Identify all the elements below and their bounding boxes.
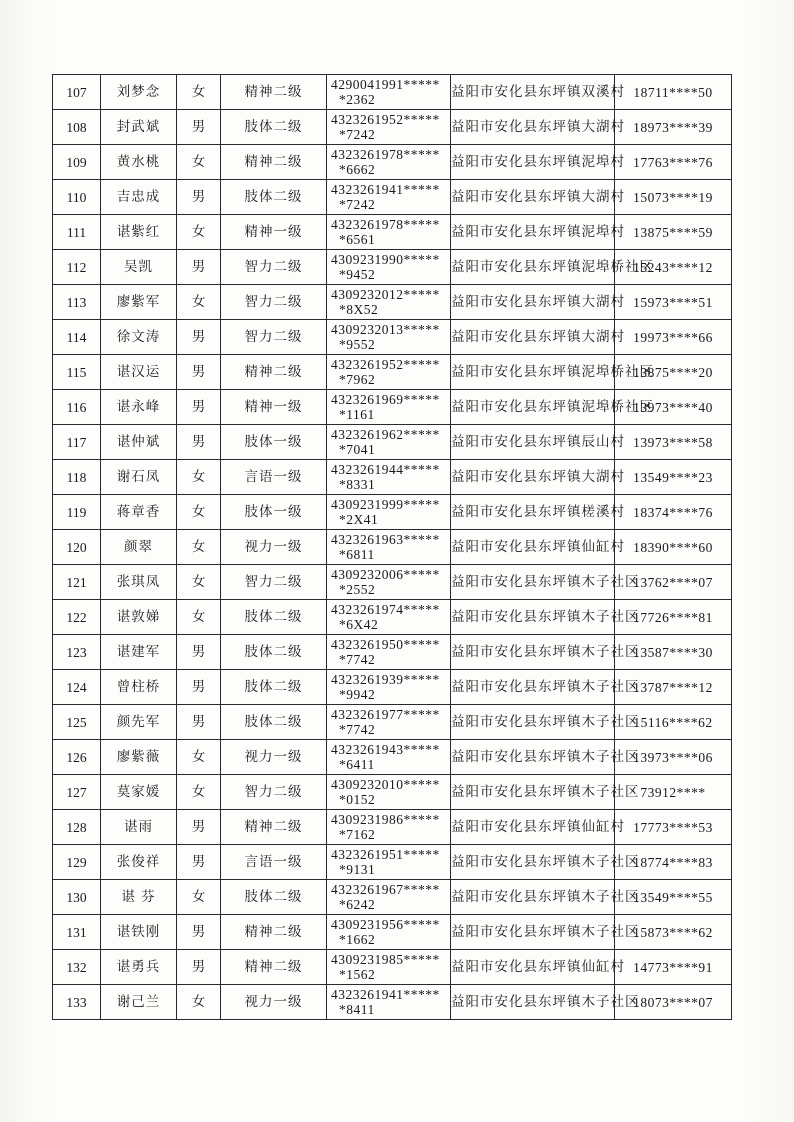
person-sex: 男 [177, 915, 221, 950]
id-number-line1: 4323261963***** [331, 532, 440, 547]
id-number-line1: 4323261978***** [331, 217, 440, 232]
id-number-line2: *2X41 [339, 512, 379, 527]
phone-number: 13875****20 [615, 355, 732, 390]
table-row [53, 810, 732, 845]
id-number-line2: *6811 [339, 547, 375, 562]
id-number-line2: *9131 [339, 862, 376, 877]
id-number-line1: 4323261952***** [331, 112, 440, 127]
address: 益阳市安化县东坪镇木子社区 [451, 705, 615, 740]
table-row [53, 530, 732, 565]
table-row [53, 775, 732, 810]
address: 益阳市安化县东坪镇泥埠桥社区 [451, 250, 615, 285]
id-number-line2: *9452 [339, 267, 376, 282]
id-number [327, 705, 451, 740]
disability-grade: 肢体一级 [221, 495, 327, 530]
person-sex: 男 [177, 670, 221, 705]
phone-number: 13973****40 [615, 390, 732, 425]
person-sex: 男 [177, 425, 221, 460]
id-number [327, 110, 451, 145]
id-number [327, 460, 451, 495]
table-row [53, 460, 732, 495]
phone-number: 14773****91 [615, 950, 732, 985]
disability-grade: 精神二级 [221, 355, 327, 390]
id-number-line2: *2362 [339, 92, 376, 107]
id-number [327, 915, 451, 950]
id-number-line1: 4323261951***** [331, 847, 440, 862]
person-sex: 女 [177, 145, 221, 180]
id-number-line2: *7041 [339, 442, 376, 457]
person-name: 蒋章香 [101, 495, 177, 530]
id-number-line1: 4309231999***** [331, 497, 440, 512]
person-name: 徐文涛 [101, 320, 177, 355]
id-number [327, 250, 451, 285]
table-row [53, 635, 732, 670]
disability-grade: 肢体二级 [221, 600, 327, 635]
id-number-line2: *1662 [339, 932, 376, 947]
disability-grade: 精神二级 [221, 75, 327, 110]
person-sex: 女 [177, 460, 221, 495]
id-number-line2: *7742 [339, 722, 376, 737]
id-number [327, 355, 451, 390]
person-sex: 男 [177, 250, 221, 285]
person-sex: 女 [177, 495, 221, 530]
person-sex: 女 [177, 775, 221, 810]
row-number: 128 [53, 810, 101, 845]
id-number [327, 635, 451, 670]
id-number-line1: 4323261943***** [331, 742, 440, 757]
id-number-line1: 4309231956***** [331, 917, 440, 932]
row-number: 125 [53, 705, 101, 740]
person-name: 谢石凤 [101, 460, 177, 495]
id-number-line2: *7162 [339, 827, 376, 842]
disability-grade: 精神二级 [221, 950, 327, 985]
table-row [53, 425, 732, 460]
person-name: 吉忠成 [101, 180, 177, 215]
phone-number: 17763****76 [615, 145, 732, 180]
id-number-line2: *7242 [339, 197, 376, 212]
id-number-line2: *6662 [339, 162, 376, 177]
address: 益阳市安化县东坪镇仙缸村 [451, 810, 615, 845]
disability-grade: 肢体二级 [221, 670, 327, 705]
address: 益阳市安化县东坪镇大湖村 [451, 285, 615, 320]
person-sex: 女 [177, 530, 221, 565]
row-number: 119 [53, 495, 101, 530]
disability-grade: 智力二级 [221, 320, 327, 355]
person-name: 谌仲斌 [101, 425, 177, 460]
phone-number: 18073****07 [615, 985, 732, 1020]
person-name: 谌雨 [101, 810, 177, 845]
phone-number: 15243****12 [615, 250, 732, 285]
table-row [53, 180, 732, 215]
id-number-line2: *7962 [339, 372, 376, 387]
id-number-line1: 4323261967***** [331, 882, 440, 897]
table-row [53, 705, 732, 740]
id-number [327, 950, 451, 985]
id-number [327, 285, 451, 320]
id-number [327, 215, 451, 250]
phone-number: 17726****81 [615, 600, 732, 635]
address: 益阳市安化县东坪镇泥埠村 [451, 145, 615, 180]
person-sex: 女 [177, 285, 221, 320]
person-name: 刘梦念 [101, 75, 177, 110]
id-number-line1: 4309231990***** [331, 252, 440, 267]
person-name: 谌勇兵 [101, 950, 177, 985]
row-number: 114 [53, 320, 101, 355]
id-number-line1: 4323261939***** [331, 672, 440, 687]
id-number-line1: 4309231986***** [331, 812, 440, 827]
id-number [327, 530, 451, 565]
person-sex: 男 [177, 810, 221, 845]
row-number: 109 [53, 145, 101, 180]
person-name: 莫家媛 [101, 775, 177, 810]
person-name: 谢己兰 [101, 985, 177, 1020]
row-number: 129 [53, 845, 101, 880]
disability-grade: 肢体二级 [221, 635, 327, 670]
person-name: 谌敦娣 [101, 600, 177, 635]
id-number-line1: 4323261977***** [331, 707, 440, 722]
phone-number: 13549****55 [615, 880, 732, 915]
disability-grade: 智力二级 [221, 250, 327, 285]
disability-grade: 肢体一级 [221, 425, 327, 460]
row-number: 113 [53, 285, 101, 320]
phone-number: 73912**** [615, 775, 732, 810]
row-number: 118 [53, 460, 101, 495]
id-number-line1: 4323261941***** [331, 987, 440, 1002]
id-number-line1: 4309232013***** [331, 322, 440, 337]
person-name: 曾柱桥 [101, 670, 177, 705]
id-number [327, 880, 451, 915]
disability-grade: 肢体二级 [221, 180, 327, 215]
phone-number: 15873****62 [615, 915, 732, 950]
phone-number: 18390****60 [615, 530, 732, 565]
table-row [53, 670, 732, 705]
disability-grade: 智力二级 [221, 285, 327, 320]
address: 益阳市安化县东坪镇辰山村 [451, 425, 615, 460]
person-sex: 男 [177, 110, 221, 145]
person-name: 吴凯 [101, 250, 177, 285]
row-number: 126 [53, 740, 101, 775]
disability-grade: 视力一级 [221, 740, 327, 775]
disability-grade: 智力二级 [221, 565, 327, 600]
table-row [53, 320, 732, 355]
address: 益阳市安化县东坪镇木子社区 [451, 845, 615, 880]
table-row [53, 215, 732, 250]
row-number: 111 [53, 215, 101, 250]
table-row [53, 495, 732, 530]
id-number-line1: 4323261944***** [331, 462, 440, 477]
id-number-line2: *7742 [339, 652, 376, 667]
id-number-line1: 4323261962***** [331, 427, 440, 442]
address: 益阳市安化县东坪镇仙缸村 [451, 950, 615, 985]
id-number [327, 320, 451, 355]
phone-number: 15973****51 [615, 285, 732, 320]
id-number-line1: 4309232012***** [331, 287, 440, 302]
phone-number: 15073****19 [615, 180, 732, 215]
disability-grade: 肢体二级 [221, 110, 327, 145]
row-number: 127 [53, 775, 101, 810]
row-number: 132 [53, 950, 101, 985]
disability-grade: 言语一级 [221, 845, 327, 880]
address: 益阳市安化县东坪镇泥埠村 [451, 215, 615, 250]
id-number [327, 145, 451, 180]
row-number: 122 [53, 600, 101, 635]
person-sex: 男 [177, 355, 221, 390]
table-row [53, 250, 732, 285]
phone-number: 18973****39 [615, 110, 732, 145]
id-number-line2: *0152 [339, 792, 376, 807]
disability-grade: 智力二级 [221, 775, 327, 810]
person-sex: 男 [177, 845, 221, 880]
row-number: 108 [53, 110, 101, 145]
table-row [53, 145, 732, 180]
person-sex: 男 [177, 180, 221, 215]
phone-number: 18711****50 [615, 75, 732, 110]
address: 益阳市安化县东坪镇木子社区 [451, 915, 615, 950]
phone-number: 13875****59 [615, 215, 732, 250]
id-number-line1: 4309231985***** [331, 952, 440, 967]
person-name: 张琪凤 [101, 565, 177, 600]
address: 益阳市安化县东坪镇大湖村 [451, 460, 615, 495]
row-number: 123 [53, 635, 101, 670]
disability-grade: 精神一级 [221, 390, 327, 425]
id-number [327, 985, 451, 1020]
person-name: 颜翠 [101, 530, 177, 565]
row-number: 121 [53, 565, 101, 600]
disability-grade: 视力一级 [221, 530, 327, 565]
id-number [327, 425, 451, 460]
table-row [53, 355, 732, 390]
id-number-line1: 4323261950***** [331, 637, 440, 652]
id-number-line2: *1161 [339, 407, 375, 422]
id-number [327, 670, 451, 705]
row-number: 131 [53, 915, 101, 950]
phone-number: 18374****76 [615, 495, 732, 530]
table-row [53, 565, 732, 600]
phone-number: 13973****58 [615, 425, 732, 460]
id-number-line1: 4309232010***** [331, 777, 440, 792]
address: 益阳市安化县东坪镇木子社区 [451, 600, 615, 635]
table-row [53, 950, 732, 985]
person-name: 谌建军 [101, 635, 177, 670]
address: 益阳市安化县东坪镇仙缸村 [451, 530, 615, 565]
phone-number: 17773****53 [615, 810, 732, 845]
id-number-line2: *1562 [339, 967, 376, 982]
row-number: 130 [53, 880, 101, 915]
id-number-line2: *7242 [339, 127, 376, 142]
id-number [327, 740, 451, 775]
row-number: 133 [53, 985, 101, 1020]
roster-body [53, 75, 732, 1020]
address: 益阳市安化县东坪镇大湖村 [451, 320, 615, 355]
row-number: 107 [53, 75, 101, 110]
phone-number: 13787****12 [615, 670, 732, 705]
person-sex: 男 [177, 705, 221, 740]
phone-number: 19973****66 [615, 320, 732, 355]
id-number [327, 600, 451, 635]
person-name: 谌 芬 [101, 880, 177, 915]
id-number-line1: 4323261978***** [331, 147, 440, 162]
phone-number: 13973****06 [615, 740, 732, 775]
person-name: 廖紫军 [101, 285, 177, 320]
person-sex: 女 [177, 740, 221, 775]
disability-grade: 言语一级 [221, 460, 327, 495]
person-name: 谌铁刚 [101, 915, 177, 950]
person-name: 张俊祥 [101, 845, 177, 880]
person-sex: 女 [177, 985, 221, 1020]
person-sex: 男 [177, 390, 221, 425]
address: 益阳市安化县东坪镇木子社区 [451, 880, 615, 915]
table-row [53, 845, 732, 880]
address: 益阳市安化县东坪镇大湖村 [451, 110, 615, 145]
id-number-line1: 4323261974***** [331, 602, 440, 617]
address: 益阳市安化县东坪镇木子社区 [451, 775, 615, 810]
person-name: 廖紫薇 [101, 740, 177, 775]
disability-grade: 精神二级 [221, 810, 327, 845]
id-number-line2: *8331 [339, 477, 376, 492]
table-row [53, 285, 732, 320]
disability-roster-table [52, 74, 732, 1020]
id-number [327, 75, 451, 110]
id-number-line2: *6X42 [339, 617, 379, 632]
table-row [53, 75, 732, 110]
table-row [53, 915, 732, 950]
disability-grade: 精神二级 [221, 915, 327, 950]
person-sex: 女 [177, 565, 221, 600]
person-name: 谌永峰 [101, 390, 177, 425]
disability-grade: 肢体二级 [221, 705, 327, 740]
person-sex: 女 [177, 215, 221, 250]
row-number: 110 [53, 180, 101, 215]
id-number-line2: *6561 [339, 232, 376, 247]
table-row [53, 880, 732, 915]
disability-grade: 精神一级 [221, 215, 327, 250]
phone-number: 13587****30 [615, 635, 732, 670]
row-number: 124 [53, 670, 101, 705]
address: 益阳市安化县东坪镇木子社区 [451, 670, 615, 705]
id-number [327, 775, 451, 810]
row-number: 120 [53, 530, 101, 565]
address: 益阳市安化县东坪镇木子社区 [451, 565, 615, 600]
id-number-line1: 4290041991***** [331, 77, 440, 92]
person-name: 颜先军 [101, 705, 177, 740]
phone-number: 13762****07 [615, 565, 732, 600]
id-number-line2: *6242 [339, 897, 376, 912]
id-number [327, 810, 451, 845]
id-number-line2: *8411 [339, 1002, 375, 1017]
id-number [327, 495, 451, 530]
address: 益阳市安化县东坪镇木子社区 [451, 740, 615, 775]
table-row [53, 110, 732, 145]
table-row [53, 390, 732, 425]
disability-grade: 视力一级 [221, 985, 327, 1020]
id-number-line1: 4323261952***** [331, 357, 440, 372]
address: 益阳市安化县东坪镇槎溪村 [451, 495, 615, 530]
id-number [327, 390, 451, 425]
disability-grade: 精神二级 [221, 145, 327, 180]
row-number: 115 [53, 355, 101, 390]
id-number [327, 565, 451, 600]
id-number [327, 845, 451, 880]
address: 益阳市安化县东坪镇双溪村 [451, 75, 615, 110]
person-name: 谌紫红 [101, 215, 177, 250]
person-sex: 男 [177, 635, 221, 670]
person-sex: 女 [177, 600, 221, 635]
row-number: 117 [53, 425, 101, 460]
address: 益阳市安化县东坪镇泥埠桥社区 [451, 355, 615, 390]
address: 益阳市安化县东坪镇泥埠桥社区 [451, 390, 615, 425]
id-number-line2: *9552 [339, 337, 376, 352]
disability-grade: 肢体二级 [221, 880, 327, 915]
phone-number: 15116****62 [615, 705, 732, 740]
id-number [327, 180, 451, 215]
address: 益阳市安化县东坪镇木子社区 [451, 985, 615, 1020]
id-number-line1: 4323261969***** [331, 392, 440, 407]
table-row [53, 740, 732, 775]
phone-number: 13549****23 [615, 460, 732, 495]
table-row [53, 600, 732, 635]
id-number-line2: *6411 [339, 757, 375, 772]
address: 益阳市安化县东坪镇大湖村 [451, 180, 615, 215]
person-name: 黄水桃 [101, 145, 177, 180]
person-sex: 男 [177, 320, 221, 355]
row-number: 112 [53, 250, 101, 285]
row-number: 116 [53, 390, 101, 425]
id-number-line2: *2552 [339, 582, 376, 597]
table-row [53, 985, 732, 1020]
person-sex: 男 [177, 950, 221, 985]
phone-number: 18774****83 [615, 845, 732, 880]
person-sex: 女 [177, 75, 221, 110]
person-sex: 女 [177, 880, 221, 915]
person-name: 谌汉运 [101, 355, 177, 390]
id-number-line1: 4309232006***** [331, 567, 440, 582]
address: 益阳市安化县东坪镇木子社区 [451, 635, 615, 670]
id-number-line1: 4323261941***** [331, 182, 440, 197]
person-name: 封武斌 [101, 110, 177, 145]
id-number-line2: *8X52 [339, 302, 379, 317]
id-number-line2: *9942 [339, 687, 376, 702]
